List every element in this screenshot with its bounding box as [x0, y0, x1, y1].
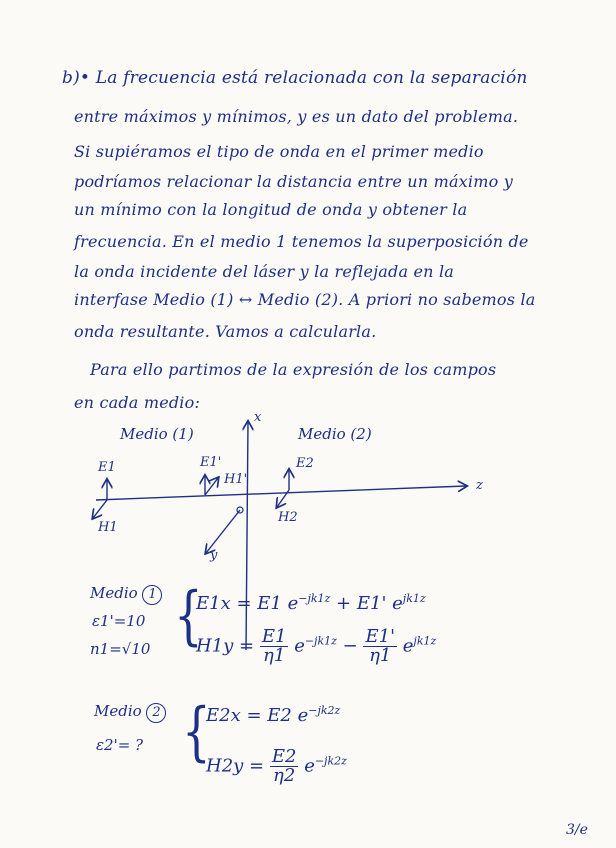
medio2-eq2: H2y = $\frac{E2}{\eta 2}$ $e^{-jk2z}$: [206, 746, 347, 786]
h1-arrow: [93, 500, 107, 518]
text-line-6: frecuencia. En el medio 1 tenemos la superposición de: [74, 232, 529, 251]
z-axis-label: z: [476, 478, 483, 493]
medio2-circle: 2: [146, 703, 166, 723]
text-line-5: un mínimo con la longitud de onda y obtener la: [74, 200, 468, 219]
h1-label: H1: [98, 520, 118, 535]
text-line-10: Para ello partimos de la expresión de los campos: [90, 360, 497, 379]
x-axis-label: x: [254, 410, 262, 425]
text-line-7: la onda incidente del láser y la reflejada en la: [74, 262, 455, 281]
y-axis: [206, 510, 240, 553]
e1p-label: E1': [200, 455, 222, 470]
medio2-eps: ε2'= ?: [96, 736, 144, 754]
z-axis: [96, 486, 466, 500]
medio2-eq1: E2x = E2 $e^{-jk2z}$: [206, 704, 341, 726]
x-axis: [246, 422, 248, 650]
h1p-label: H1': [224, 472, 248, 487]
medio1-brace: {: [174, 579, 203, 653]
text-line-1: b)• La frecuencia está relacionada con la separación: [62, 68, 528, 88]
text-line-8: interfase Medio (1) ↔ Medio (2). A priori no sabemos la: [74, 290, 536, 309]
medio1-eq1: E1x = E1 $e^{-jk1z} + E1'$ $e^{jk1z}$: [196, 592, 426, 614]
text-line-11: en cada medio:: [74, 393, 201, 412]
text-line-9: onda resultante. Vamos a calcularla.: [74, 322, 377, 341]
page-number: 3/e: [566, 822, 588, 838]
h2-label: H2: [278, 510, 298, 525]
y-axis-label: y: [210, 548, 218, 563]
medio1-title: Medio 1: [90, 584, 162, 605]
medio1-eps: ε1'=10: [92, 612, 146, 630]
text-line-4: podríamos relacionar la distancia entre un máximo y: [74, 172, 513, 191]
medio1-label: Medio (1): [120, 425, 194, 443]
medio2-brace: {: [182, 695, 211, 769]
text-line-2: entre máximos y mínimos, y es un dato del problema.: [74, 107, 519, 126]
h1p-arrow: [205, 478, 218, 495]
e1-label: E1: [98, 460, 116, 475]
e2-label: E2: [296, 456, 314, 471]
medio1-n: n1=√10: [90, 640, 151, 658]
medio1-eq2: H1y = $\frac{E1}{\eta 1}$ $e^{-jk1z}$ − $\frac{E1'}{\eta 1}$ $e^{jk1z}$: [196, 626, 437, 666]
medio1-circle: 1: [142, 585, 162, 605]
medio2-title: Medio 2: [94, 702, 166, 723]
text-line-3: Si supiéramos el tipo de onda en el primer medio: [74, 142, 484, 161]
medio2-label: Medio (2): [298, 425, 372, 443]
